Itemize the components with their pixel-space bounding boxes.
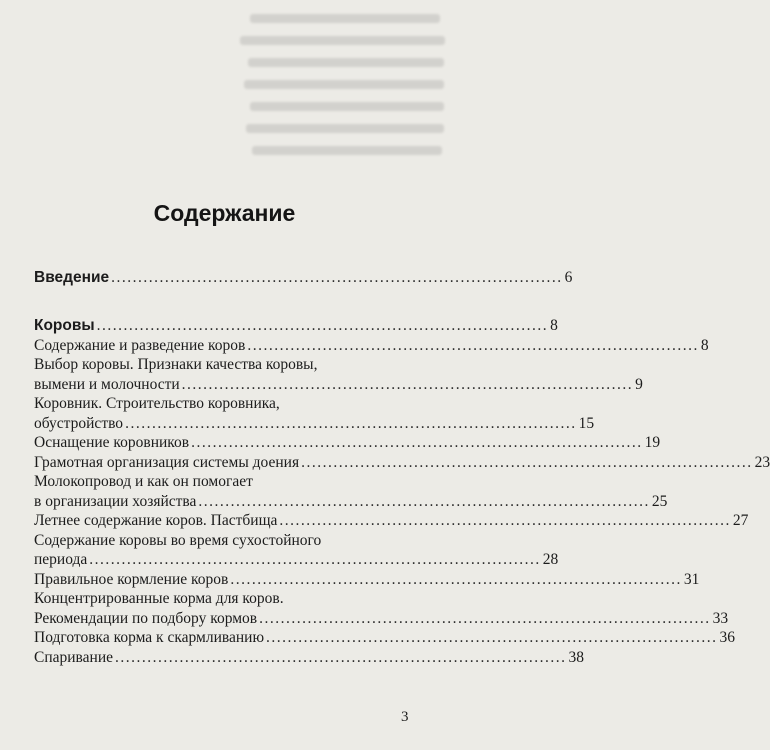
dot-leader: .................................................................................... [301,453,753,471]
dot-leader: .................................................................................... [247,336,699,354]
toc-entry-title: Правильное кормление коров [34,570,229,588]
page-number: 3 [401,709,409,725]
toc-entry-page: 23 [754,453,770,471]
dot-leader: .................................................................................... [111,269,563,286]
toc-entry [34,648,585,668]
dot-leader: .................................................................................... [96,317,549,334]
toc-entry-title: Спаривание [34,648,114,666]
toc-entry-page: 33 [712,609,729,627]
toc-entry [34,511,749,531]
toc-entry [34,336,709,356]
toc-entry-page: 27 [732,512,749,529]
toc-entry-page: 36 [719,629,736,646]
dot-leader: .................................................................................... [191,434,643,451]
toc-entry-title: Грамотная организация системы доения [34,453,300,471]
toc-entry [34,589,729,628]
toc-intro-page: 6 [564,269,573,286]
toc-entry [34,628,736,648]
toc-entry-title: Содержание и разведение коров [34,336,246,354]
dot-leader: .................................................................................... [89,551,541,568]
toc-entry-title-line: Молокопровод и как он помогает [34,473,253,490]
toc-entry [34,570,700,590]
toc-entry [34,433,661,453]
toc-entry-title: периода [34,551,88,568]
toc-entry-page: 15 [578,414,595,432]
toc-section-title: Коровы [34,317,95,334]
table-of-contents-main [34,316,770,667]
toc-entry-title-line: Выбор коровы. Признаки качества коровы, [34,356,318,373]
table-of-contents [34,268,573,288]
dot-leader: .................................................................................... [259,609,711,627]
toc-intro-title: Введение [34,269,110,286]
toc-entry [34,394,595,433]
toc-entry-title: Рекомендации по подбору кормов [34,609,258,627]
toc-intro [34,268,573,288]
toc-section-page: 8 [550,317,558,334]
toc-entry-page: 8 [700,336,709,354]
dot-leader: .................................................................................... [266,629,718,646]
dot-leader: .................................................................................... [198,492,650,510]
bleed-through-text [0,0,449,175]
toc-entry-page: 25 [651,492,668,510]
dot-leader: .................................................................................... [181,375,634,393]
toc-entry-title: Подготовка корма к скармливанию [34,629,265,646]
toc-entry-title: в организации хозяйства [34,492,197,510]
toc-entry [34,453,770,473]
toc-entry-page: 38 [568,648,585,666]
dot-leader: .................................................................................... [230,570,682,588]
toc-entry [34,472,668,511]
dot-leader: .................................................................................... [115,648,567,666]
toc-entry-page: 9 [635,375,643,393]
toc-entry-title-line: Содержание коровы во время сухостойного [34,531,322,549]
toc-entry-title: Летнее содержание коров. Пастбища [34,512,278,529]
toc-section [34,316,558,336]
page-title: Содержание [153,200,296,226]
toc-entry-page: 28 [542,551,559,568]
toc-entry [34,531,559,570]
toc-entry-page: 19 [644,434,661,451]
dot-leader: .................................................................................... [279,512,731,529]
toc-entry [34,355,643,394]
toc-entry-page: 31 [683,570,700,588]
toc-entry-title-line: Концентрированные корма для коров. [34,590,284,607]
toc-entry-title: обустройство [34,414,124,432]
dot-leader: .................................................................................... [125,414,577,432]
toc-entry-title-line: Коровник. Строительство коровника, [34,395,280,412]
toc-entry-title: Оснащение коровников [34,434,190,451]
toc-entry-title: вымени и молочности [34,375,180,393]
